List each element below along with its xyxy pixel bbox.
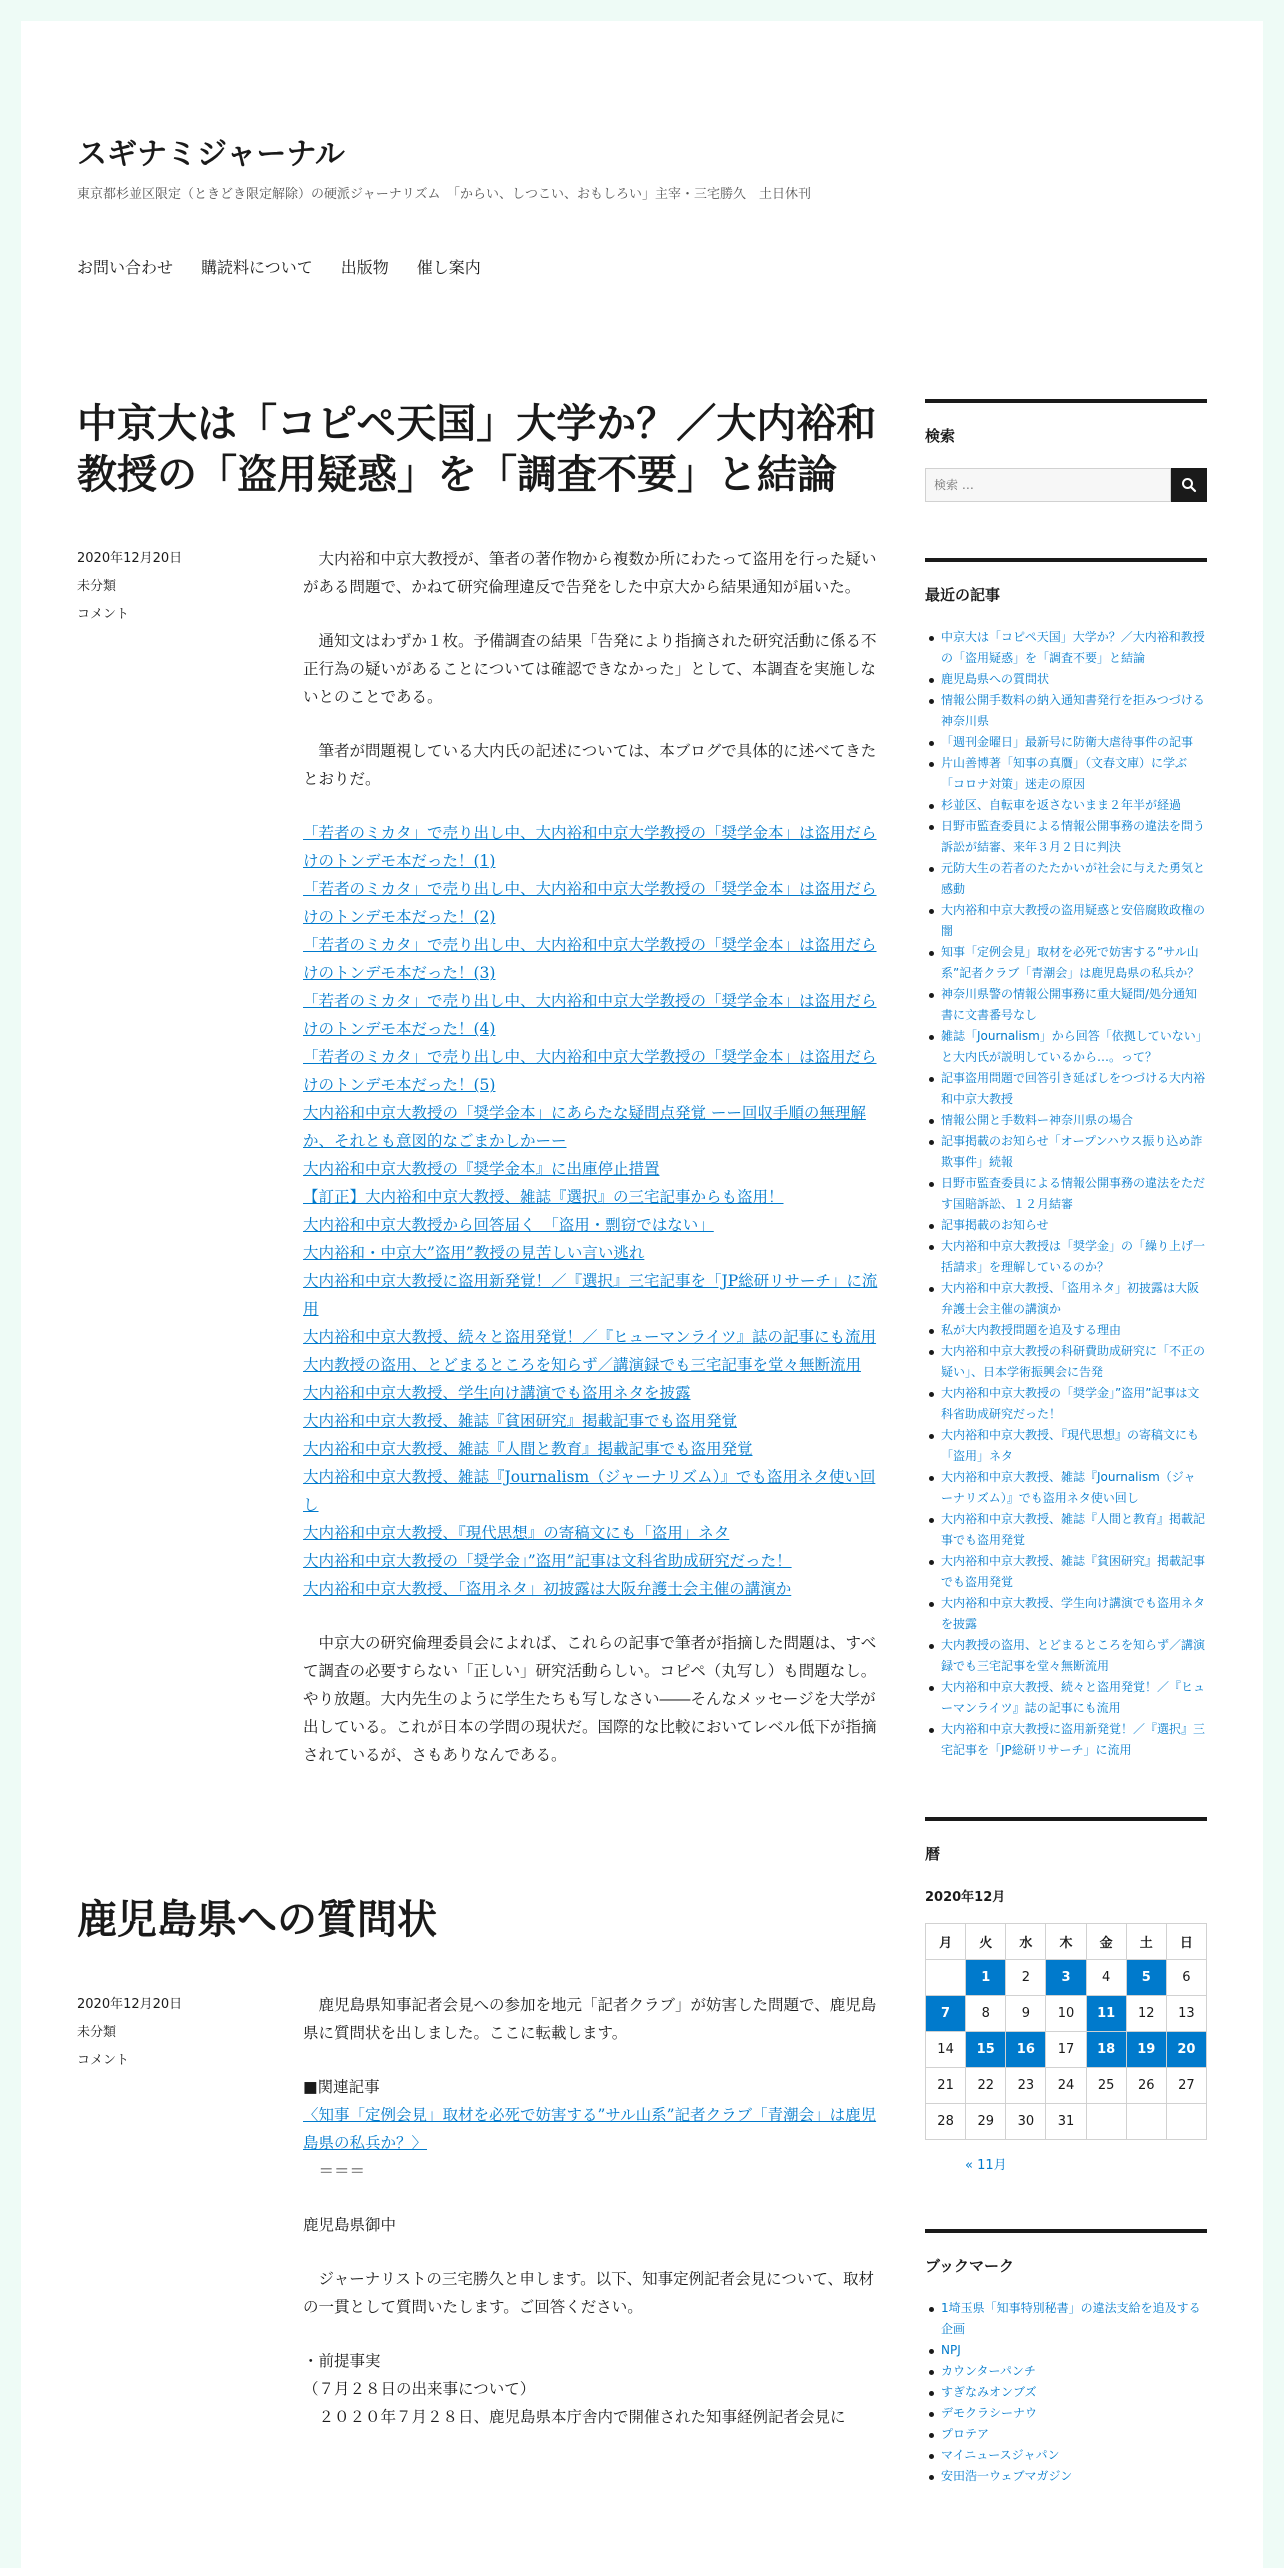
list-item-link[interactable]: カウンターパンチ — [941, 2364, 1036, 2378]
related-link[interactable]: 大内裕和・中京大”盗用”教授の見苦しい言い逃れ — [303, 1244, 645, 1263]
post-title[interactable]: 中京大は「コピペ天国」大学か？／大内裕和教授の「盗用疑惑」を「調査不要」と結論 — [77, 401, 877, 499]
bookmark-list — [925, 2298, 1207, 2487]
calendar-weekday: 土 — [1126, 1924, 1166, 1960]
list-item-link[interactable]: 安田浩一ウェブマガジン — [941, 2469, 1073, 2483]
list-item — [925, 1320, 1207, 1341]
separator: ＝＝＝ — [303, 2161, 366, 2180]
paragraph: 大内裕和中京大教授が、筆者の著作物から複数か所にわたって盗用を行った疑いがある問題で、かねて研究倫理違反で告発をした中京大から結果通知が届いた。 — [303, 550, 877, 597]
list-item — [925, 1131, 1207, 1173]
list-item-link[interactable]: 「週刊金曜日」最新号に防衛大虐待事件の記事 — [941, 735, 1194, 749]
post-category[interactable]: 未分類 — [77, 579, 117, 595]
list-item-link[interactable]: 大内裕和中京大教授、学生向け講演でも盗用ネタを披露 — [941, 1596, 1206, 1631]
calendar-day: 14 — [926, 2032, 966, 2068]
calendar-day: 29 — [966, 2104, 1006, 2140]
calendar-day: 8 — [966, 1996, 1006, 2032]
widget-title: ブックマーク — [925, 2257, 1014, 2275]
calendar-weekday: 日 — [1166, 1924, 1206, 1960]
calendar-day: 6 — [1166, 1960, 1206, 1996]
list-item — [925, 1383, 1207, 1425]
list-item — [925, 1341, 1207, 1383]
search-button[interactable] — [1171, 468, 1207, 502]
list-item — [925, 1026, 1207, 1068]
list-item — [925, 627, 1207, 669]
paragraph: 筆者が問題視している大内氏の記述については、本ブログで具体的に述べてきたとおりだ。 — [303, 742, 877, 789]
calendar-day-link[interactable]: 1 — [966, 1960, 1006, 1996]
calendar-table — [925, 1923, 1207, 2140]
calendar-day-link[interactable]: 18 — [1086, 2032, 1126, 2068]
related-link[interactable]: 大内裕和中京大教授、雑誌『貧困研究』掲載記事でも盗用発覚 — [303, 1412, 738, 1431]
related-link[interactable]: 大内裕和中京大教授、『現代思想』の寄稿文にも「盗用」ネタ — [303, 1524, 730, 1543]
search-icon — [1181, 477, 1197, 493]
list-item — [925, 732, 1207, 753]
list-item — [925, 942, 1207, 984]
list-item — [925, 753, 1207, 795]
related-link[interactable]: 大内裕和中京大教授の『奨学金本』に出庫停止措置 — [303, 1160, 660, 1179]
paragraph: 鹿児島県知事記者会見への参加を地元「記者クラブ」が妨害した問題で、鹿児島県に質問状を出しました。ここに転載します。 — [303, 1995, 877, 2042]
recent-posts-list — [925, 627, 1207, 1761]
calendar-day — [926, 1960, 966, 1996]
list-item-link[interactable]: 大内裕和中京大教授、続々と盗用発覚！／『ヒューマンライツ』誌の記事にも流用 — [941, 1680, 1206, 1715]
nav-item-subscription[interactable]: 購読料について — [201, 258, 313, 277]
addressee: 鹿児島県御中 — [303, 2215, 397, 2234]
recent-posts-widget — [925, 558, 1207, 1761]
list-item — [925, 1215, 1207, 1236]
site-title[interactable]: スギナミジャーナル — [77, 137, 345, 172]
list-item-link[interactable]: 大内裕和中京大教授の盗用疑惑と安倍腐敗政権の闇 — [941, 903, 1206, 938]
facts-sub: （７月２８日の出来事について） — [303, 2379, 536, 2398]
calendar-day: 22 — [966, 2068, 1006, 2104]
calendar-weekday: 金 — [1086, 1924, 1126, 1960]
calendar-day: 13 — [1166, 1996, 1206, 2032]
list-item — [925, 2361, 1207, 2382]
widget-title: 暦 — [925, 1845, 941, 1863]
list-item — [925, 1110, 1207, 1131]
post-title[interactable]: 鹿児島県への質問状 — [77, 1897, 437, 1944]
calendar-week — [926, 2104, 1207, 2140]
calendar-widget — [925, 1817, 1207, 2173]
sidebar — [925, 399, 1207, 2543]
calendar-day-link[interactable]: 20 — [1166, 2032, 1206, 2068]
list-item-link[interactable]: 情報公開と手数料ー神奈川県の場合 — [941, 1113, 1134, 1127]
list-item — [925, 1068, 1207, 1110]
list-item-link[interactable]: 雑誌「Journalism」から回答「依拠していない」と大内氏が説明しているから…。って？ — [941, 1029, 1202, 1064]
search-widget — [925, 399, 1207, 502]
paragraph: 通知文はわずか１枚。予備調査の結果「告発により指摘された研究活動に係る不正行為の疑いがあることについては確認できなかった」として、本調査を実施しないとのことである。 — [303, 632, 877, 707]
related-link[interactable]: 「若者のミカタ」で売り出し中、大内裕和中京大学教授の「奨学金本」は盗用だらけのトンデモ本だった！(1) — [303, 824, 877, 871]
list-item — [925, 2382, 1207, 2403]
calendar-day-link[interactable]: 3 — [1046, 1960, 1086, 1996]
list-item — [925, 2403, 1207, 2424]
calendar-day: 17 — [1046, 2032, 1086, 2068]
related-link[interactable]: 「若者のミカタ」で売り出し中、大内裕和中京大学教授の「奨学金本」は盗用だらけのトンデモ本だった！(4) — [303, 992, 877, 1039]
list-item — [925, 1677, 1207, 1719]
related-links — [303, 819, 887, 1603]
list-item — [925, 1635, 1207, 1677]
list-item-link[interactable]: マイニュースジャパン — [941, 2448, 1060, 2462]
calendar-day-link[interactable]: 15 — [966, 2032, 1006, 2068]
widget-title: 最近の記事 — [925, 586, 1001, 604]
list-item — [925, 900, 1207, 942]
related-link[interactable]: 大内裕和中京大教授の「奨学金」”盗用”記事は文科省助成研究だった！ — [303, 1552, 792, 1571]
calendar-day — [1086, 2104, 1126, 2140]
post-2 — [77, 1895, 887, 2430]
calendar-day — [1126, 2104, 1166, 2140]
calendar-day: 24 — [1046, 2068, 1086, 2104]
related-link[interactable]: 「若者のミカタ」で売り出し中、大内裕和中京大学教授の「奨学金本」は盗用だらけのトンデモ本だった！(3) — [303, 936, 877, 983]
list-item-link[interactable]: 日野市監査委員による情報公開事務の違法をただす国賠訴訟、１２月結審 — [941, 1176, 1206, 1211]
list-item-link[interactable]: 鹿児島県への質問状 — [941, 672, 1050, 686]
post-content — [303, 1991, 887, 2431]
calendar-day: 12 — [1126, 1996, 1166, 2032]
related-link[interactable]: 大内裕和中京大教授、続々と盗用発覚！／『ヒューマンライツ』誌の記事にも流用 — [303, 1328, 877, 1347]
calendar-weekday: 木 — [1046, 1924, 1086, 1960]
nav-item-events[interactable]: 催し案内 — [416, 258, 481, 277]
calendar-day: 23 — [1006, 2068, 1046, 2104]
list-item-link[interactable]: 大内裕和中京大教授、雑誌『人間と教育』掲載記事でも盗用発覚 — [941, 1512, 1206, 1547]
list-item-link[interactable]: 記事掲載のお知らせ — [941, 1218, 1049, 1232]
list-item — [925, 1467, 1207, 1509]
post-meta — [77, 545, 303, 1795]
post-1 — [77, 399, 887, 1795]
list-item — [925, 2424, 1207, 2445]
calendar-day: 4 — [1086, 1960, 1126, 1996]
post-date[interactable]: 2020年12月20日 — [77, 551, 183, 567]
calendar-caption: 2020年12月 — [925, 1890, 1006, 1905]
list-item-link[interactable]: 知事「定例会見」取材を必死で妨害する”サル山系”記者クラブ「青潮会」は鹿児島県の私兵か？ — [941, 945, 1200, 980]
list-item-link[interactable]: 大内裕和中京大教授の「奨学金」”盗用”記事は文科省助成研究だった！ — [941, 1386, 1200, 1421]
calendar-day: 30 — [1006, 2104, 1046, 2140]
list-item — [925, 690, 1207, 732]
list-item — [925, 1551, 1207, 1593]
list-item — [925, 1278, 1207, 1320]
post-content — [303, 545, 887, 1795]
site-description: 東京都杉並区限定（ときどき限定解除）の硬派ジャーナリズム 「からい、しつこい、おもしろい」主宰・三宅勝久 土日休刊 — [77, 187, 811, 202]
related-link[interactable]: 【訂正】大内裕和中京大教授、雑誌『選択』の三宅記事からも盗用！ — [303, 1188, 784, 1207]
paragraph: ２０２０年７月２８日、鹿児島県本庁舎内で開催された知事経例記者会見に — [303, 2407, 846, 2426]
related-link[interactable]: 〈知事「定例会見」取材を必死で妨害する”サル山系”記者クラブ「青潮会」は鹿児島県の私兵か？〉 — [303, 2105, 877, 2152]
list-item-link[interactable]: すぎなみオンブズ — [941, 2385, 1037, 2399]
related-link[interactable]: 「若者のミカタ」で売り出し中、大内裕和中京大学教授の「奨学金本」は盗用だらけのトンデモ本だった！(5) — [303, 1048, 877, 1095]
list-item-link[interactable]: 大内裕和中京大教授に盗用新発覚！／『選択』三宅記事を「JP総研リサーチ」に流用 — [941, 1722, 1206, 1757]
list-item — [925, 2445, 1207, 2466]
post-meta — [77, 1991, 303, 2431]
list-item-link[interactable]: 中京大は「コピペ天国」大学か？／大内裕和教授の「盗用疑惑」を「調査不要」と結論 — [941, 630, 1205, 665]
related-link[interactable]: 大内教授の盗用、とどまるところを知らず／講演録でも三宅記事を堂々無断流用 — [303, 1356, 862, 1375]
main-content — [77, 399, 887, 2531]
related-link[interactable]: 大内裕和中京大教授、雑誌『人間と教育』掲載記事でも盗用発覚 — [303, 1440, 753, 1459]
calendar-day: 27 — [1166, 2068, 1206, 2104]
list-item-link[interactable]: 大内裕和中京大教授の科研費助成研究に「不正の疑い」、日本学術振興会に告発 — [941, 1344, 1206, 1379]
list-item-link[interactable]: 神奈川県警の情報公開事務に重大疑問/処分通知書に文書番号なし — [941, 987, 1198, 1022]
post-comment-link[interactable]: コメント — [77, 607, 130, 623]
calendar-week — [926, 2032, 1207, 2068]
list-item-link[interactable]: 片山善博著「知事の真贋」（文春文庫）に学ぶ「コロナ対策」迷走の原因 — [941, 756, 1188, 791]
related-label: ■関連記事 — [303, 2077, 380, 2096]
calendar-day: 21 — [926, 2068, 966, 2104]
widget-title: 検索 — [925, 427, 956, 445]
calendar-prev-month-link[interactable]: « 11月 — [965, 2158, 1007, 2173]
list-item — [925, 1593, 1207, 1635]
main-nav — [77, 255, 481, 278]
list-item-link[interactable]: 私が大内教授問題を追及する理由 — [941, 1323, 1122, 1337]
related-link[interactable]: 大内裕和中京大教授から回答届く 「盗用・剽窃ではない」 — [303, 1216, 714, 1235]
list-item — [925, 1719, 1207, 1761]
calendar-day: 31 — [1046, 2104, 1086, 2140]
calendar-day-link[interactable]: 7 — [926, 1996, 966, 2032]
list-item — [925, 816, 1207, 858]
calendar-day-link[interactable]: 19 — [1126, 2032, 1166, 2068]
calendar-week — [926, 1996, 1207, 2032]
list-item — [925, 2298, 1207, 2340]
related-link[interactable]: 大内裕和中京大教授、雑誌『Journalism（ジャーナリズム）』でも盗用ネタ使い回し — [303, 1468, 876, 1515]
calendar-day-link[interactable]: 16 — [1006, 2032, 1046, 2068]
list-item-link[interactable]: 日野市監査委員による情報公開事務の違法を問う訴訟が結審、来年３月２日に判決 — [941, 819, 1206, 854]
list-item-link[interactable]: 大内裕和中京大教授、雑誌『Journalism（ジャーナリズム）』でも盗用ネタ使い回し — [941, 1470, 1196, 1505]
list-item — [925, 1173, 1207, 1215]
list-item-link[interactable]: 大内裕和中京大教授、『現代思想』の寄稿文にも「盗用」ネタ — [941, 1428, 1200, 1463]
related-link[interactable]: 「若者のミカタ」で売り出し中、大内裕和中京大学教授の「奨学金本」は盗用だらけのトンデモ本だった！(2) — [303, 880, 877, 927]
list-item-link[interactable]: デモクラシーナウ — [941, 2406, 1038, 2420]
calendar-day — [1166, 2104, 1206, 2140]
calendar-day-link[interactable]: 5 — [1126, 1960, 1166, 1996]
calendar-day-link[interactable]: 11 — [1086, 1996, 1126, 2032]
list-item-link[interactable]: 大内裕和中京大教授は「奨学金」の「繰り上げ一括請求」を理解しているのか？ — [941, 1239, 1206, 1274]
list-item-link[interactable]: 大内裕和中京大教授、「盗用ネタ」初披露は大阪弁護士会主催の講演か — [941, 1281, 1200, 1316]
nav-item-contact[interactable]: お問い合わせ — [77, 258, 174, 277]
search-form — [925, 468, 1207, 502]
list-item — [925, 984, 1207, 1026]
list-item-link[interactable]: 大内教授の盗用、とどまるところを知らず／講演録でも三宅記事を堂々無断流用 — [941, 1638, 1206, 1673]
calendar-week — [926, 1960, 1207, 1996]
related-link[interactable]: 大内裕和中京大教授に盗用新発覚！／『選択』三宅記事を「JP総研リサーチ」に流用 — [303, 1272, 878, 1319]
site-header — [77, 129, 1207, 202]
list-item-link[interactable]: 大内裕和中京大教授、雑誌『貧困研究』掲載記事でも盗用発覚 — [941, 1554, 1206, 1589]
list-item — [925, 2466, 1207, 2487]
bookmarks-widget — [925, 2229, 1207, 2487]
list-item-link[interactable]: 記事掲載のお知らせ「オープンハウス振り込め詐欺事件」続報 — [941, 1134, 1203, 1169]
facts-label: ・前提事実 — [303, 2351, 381, 2370]
post-comment-link[interactable]: コメント — [77, 2052, 130, 2068]
calendar-day: 2 — [1006, 1960, 1046, 1996]
search-input[interactable] — [925, 468, 1171, 502]
list-item — [925, 2340, 1207, 2361]
list-item — [925, 1236, 1207, 1278]
list-item — [925, 795, 1207, 816]
paragraph: ジャーナリストの三宅勝久と申します。以下、知事定例記者会見について、取材の一貫として質問いたします。ご回答ください。 — [303, 2269, 875, 2316]
list-item — [925, 1509, 1207, 1551]
calendar-day: 28 — [926, 2104, 966, 2140]
list-item-link[interactable]: NPJ — [941, 2343, 961, 2357]
list-item — [925, 1425, 1207, 1467]
calendar-day: 25 — [1086, 2068, 1126, 2104]
list-item-link[interactable]: 元防大生の若者のたたかいが社会に与えた勇気と感動 — [941, 861, 1206, 896]
calendar-weekday: 火 — [966, 1924, 1006, 1960]
list-item-link[interactable]: プロテア — [941, 2427, 990, 2441]
list-item-link[interactable]: 1埼玉県「知事特別秘書」の違法支給を追及する企画 — [941, 2301, 1201, 2336]
related-link[interactable]: 大内裕和中京大教授、「盗用ネタ」初披露は大阪弁護士会主催の講演か — [303, 1580, 792, 1599]
list-item — [925, 858, 1207, 900]
post-category[interactable]: 未分類 — [77, 2024, 117, 2040]
post-date[interactable]: 2020年12月20日 — [77, 1996, 183, 2012]
calendar-day: 10 — [1046, 1996, 1086, 2032]
calendar-day: 26 — [1126, 2068, 1166, 2104]
list-item — [925, 669, 1207, 690]
list-item-link[interactable]: 情報公開手数料の納入通知書発行を拒みつづける神奈川県 — [941, 693, 1205, 728]
list-item-link[interactable]: 杉並区、自転車を返さないまま２年半が経過 — [941, 798, 1182, 812]
related-link[interactable]: 大内裕和中京大教授の「奨学金本」にあらたな疑問点発覚 ーー回収手順の無理解か、それとも意図的なごまかしかーー — [303, 1104, 866, 1151]
calendar-weekday: 月 — [926, 1924, 966, 1960]
page — [21, 21, 1263, 2568]
related-link[interactable]: 大内裕和中京大教授、学生向け講演でも盗用ネタを披露 — [303, 1384, 691, 1403]
calendar-day: 9 — [1006, 1996, 1046, 2032]
nav-item-publications[interactable]: 出版物 — [340, 258, 389, 277]
paragraph: 中京大の研究倫理委員会によれば、これらの記事で筆者が指摘した問題は、すべて調査の必要すらない「正しい」研究活動らしい。コピペ（丸写し）も問題なし。やり放題。大内先生のように学生たちも写しなさい――そんなメッセージを大学が出している。これが日本の学問の現状だ。国際的な比較においてレベル低下が指摘されているが、さもありなんである。 — [303, 1634, 877, 1765]
calendar-weekday: 水 — [1006, 1924, 1046, 1960]
list-item-link[interactable]: 記事盗用問題で回答引き延ばしをつづける大内裕和中京大教授 — [941, 1071, 1206, 1106]
calendar-week — [926, 2068, 1207, 2104]
